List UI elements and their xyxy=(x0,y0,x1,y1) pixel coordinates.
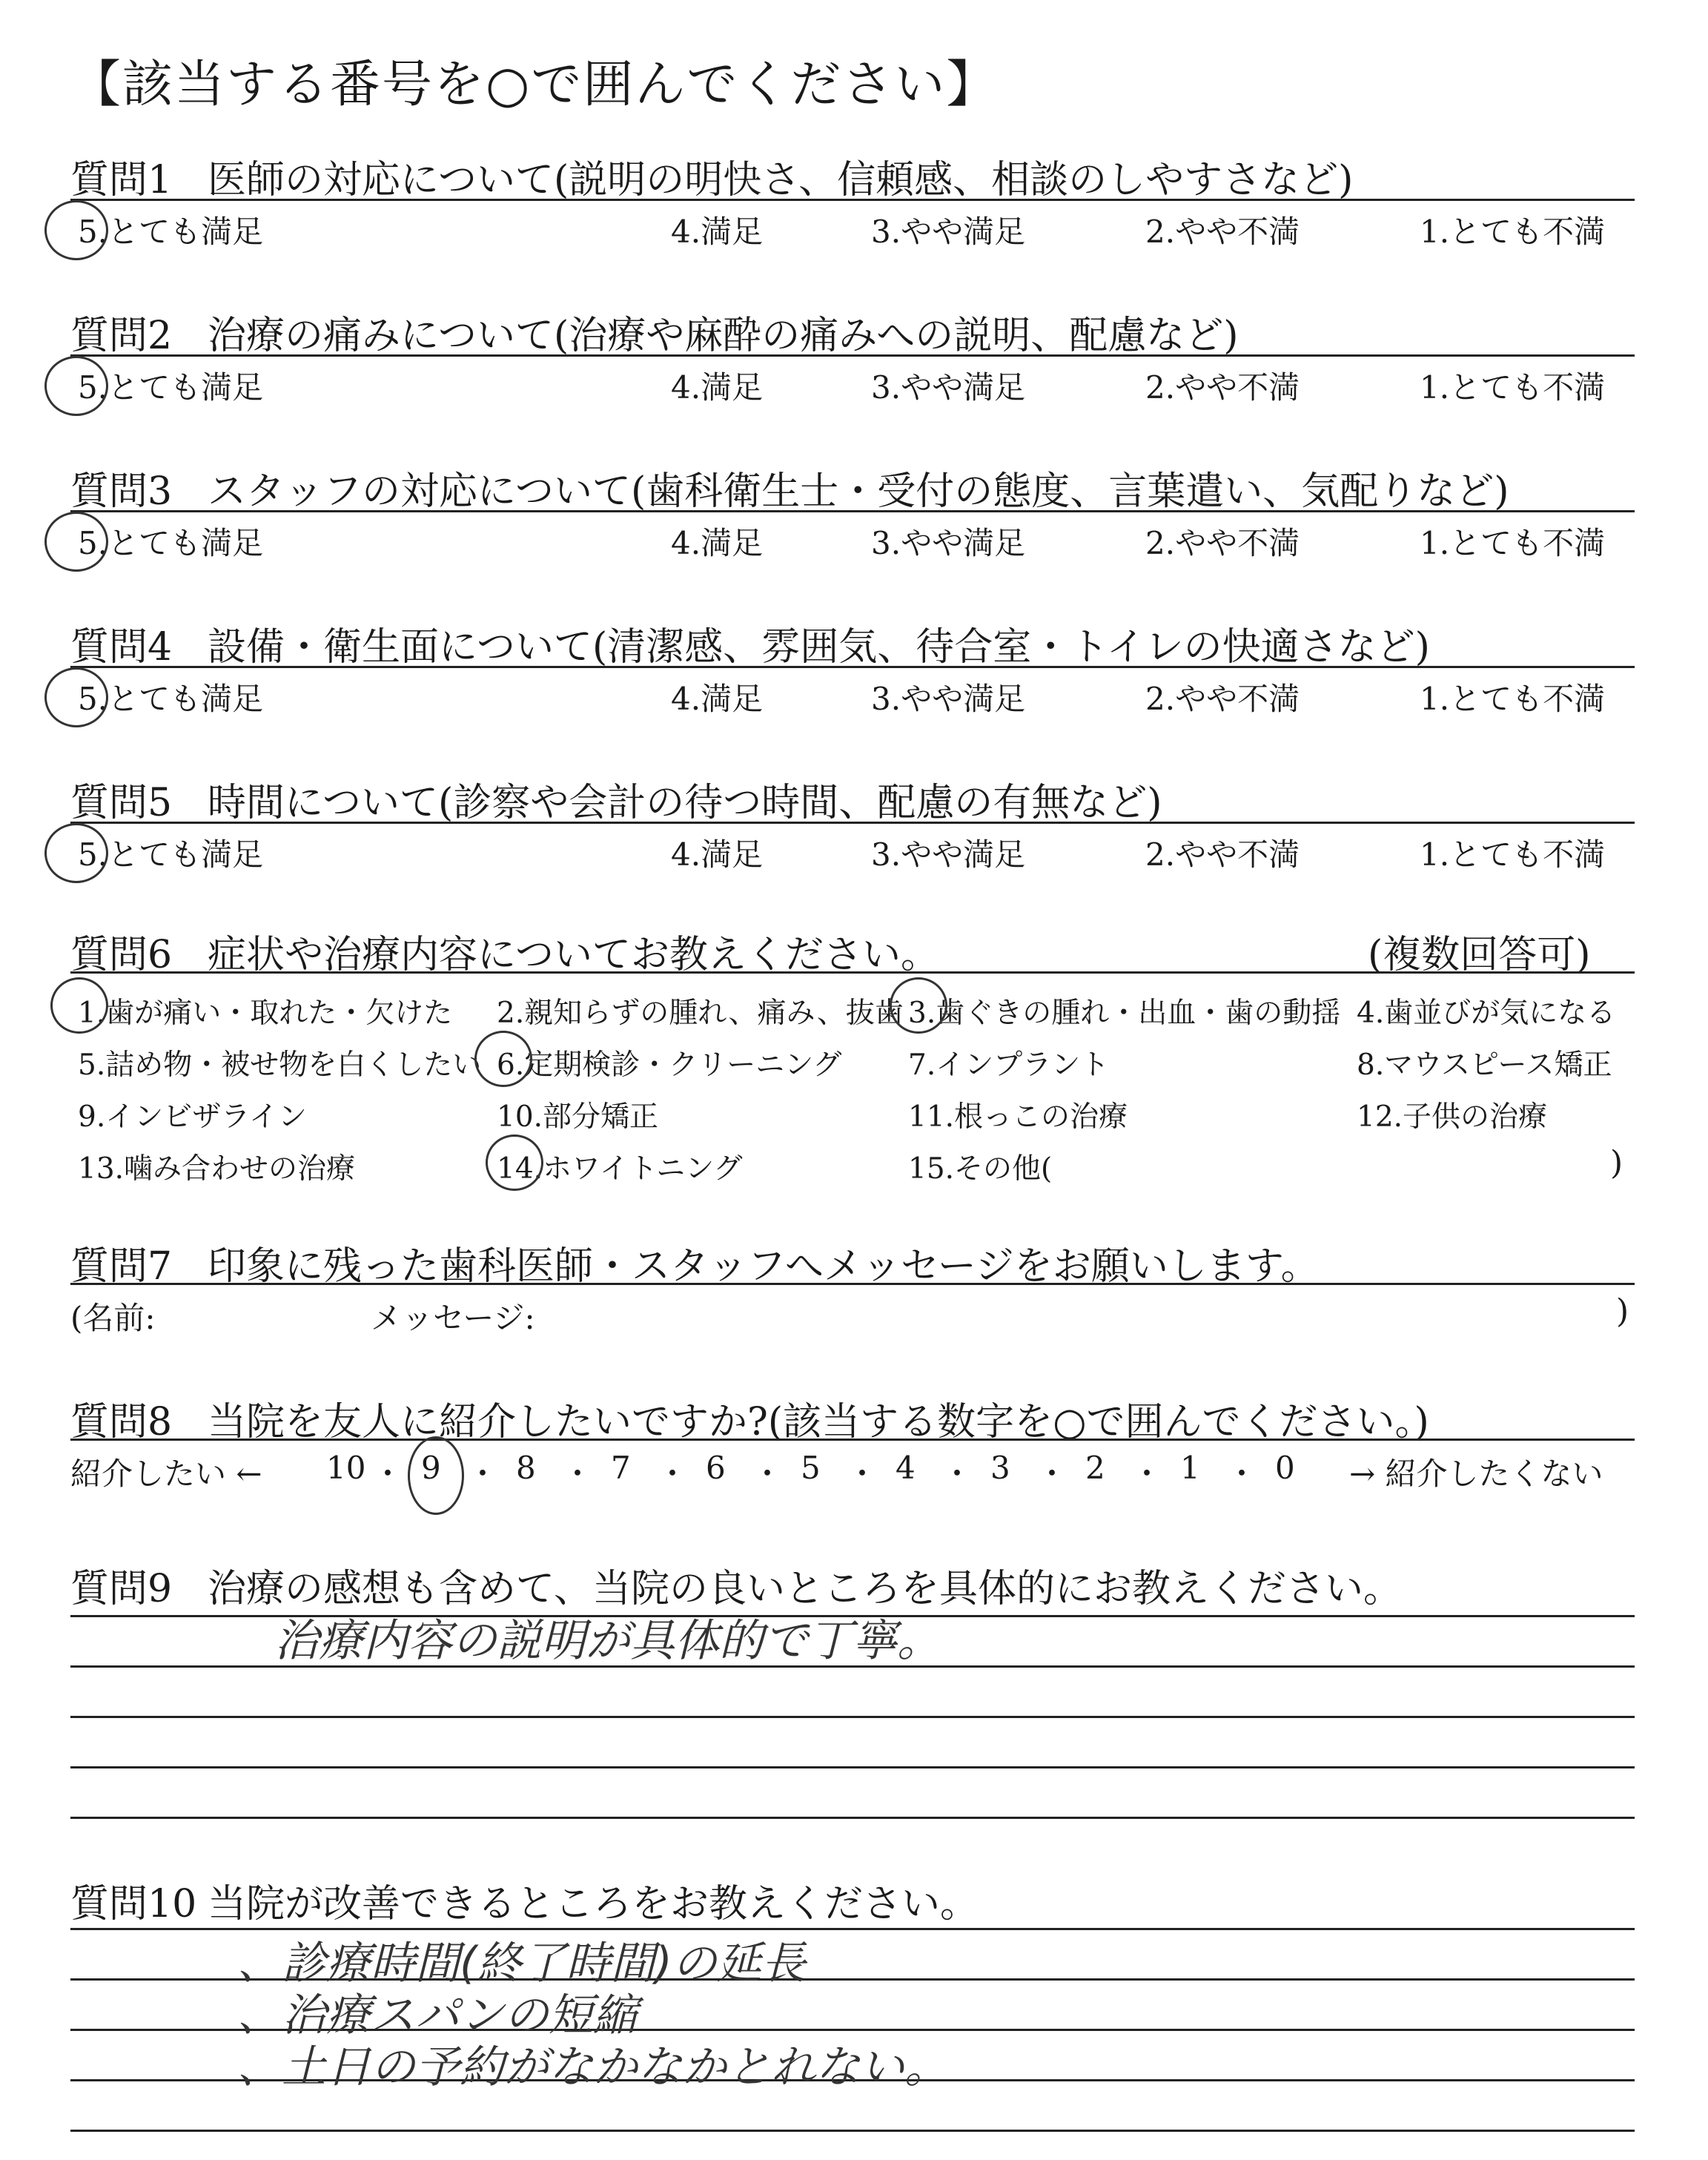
q8-scale-4[interactable]: 4 xyxy=(896,1450,916,1486)
rating-option-1[interactable]: 1.とても不満 xyxy=(1420,369,1606,406)
q6-text: 症状や治療内容についてお教えください。 xyxy=(208,933,939,977)
q4-rule xyxy=(70,666,1635,668)
q9-line-4 xyxy=(70,1766,1635,1768)
q6-selection-circle-14 xyxy=(486,1135,543,1191)
rating-option-1[interactable]: 1.とても不満 xyxy=(1420,525,1606,561)
q8-scale-separator: ・ xyxy=(372,1456,404,1492)
q9-title xyxy=(70,1557,1402,1613)
q8-scale-10[interactable]: 10 xyxy=(326,1450,366,1486)
q4-text: 設備・衛生面について(清潔感、雰囲気、待合室・トイレの快適さなど) xyxy=(208,625,1430,670)
q10-title xyxy=(70,1872,979,1928)
q2-text: 治療の痛みについて(治療や麻酔の痛みへの説明、配慮など) xyxy=(208,314,1239,358)
q6-rule xyxy=(70,971,1635,974)
q5-text: 時間について(診察や会計の待つ時間、配慮の有無など) xyxy=(208,781,1162,825)
q6-item-2[interactable]: 2.親知らずの腫れ、痛み、抜歯 xyxy=(497,997,904,1030)
rating-option-5[interactable]: 5.とても満足 xyxy=(78,525,264,561)
q8-scale-separator: ・ xyxy=(1036,1456,1068,1492)
page-title: 【該当する番号を○で囲んでください】 xyxy=(70,56,999,114)
q8-scale-2[interactable]: 2 xyxy=(1085,1450,1105,1486)
q8-left-label: 紹介したい ← xyxy=(70,1456,262,1492)
q9-line-3 xyxy=(70,1716,1635,1718)
q6-item-13[interactable]: 13.噛み合わせの治療 xyxy=(78,1152,356,1186)
q7-text: 印象に残った歯科医師・スタッフへメッセージをお願いします。 xyxy=(208,1244,1320,1289)
q10-text: 当院が改善できるところをお教えください。 xyxy=(208,1882,979,1926)
q7-rule xyxy=(70,1283,1635,1285)
q8-title xyxy=(70,1390,1429,1446)
q5-number: 質問5 xyxy=(70,781,173,825)
rating-option-5[interactable]: 5.とても満足 xyxy=(78,214,264,250)
q6-item-11[interactable]: 11.根っこの治療 xyxy=(908,1100,1128,1134)
q4-title xyxy=(70,615,1430,671)
rating-option-5[interactable]: 5.とても満足 xyxy=(78,836,264,873)
q7-close-paren: ) xyxy=(1616,1292,1629,1330)
q6-item-8[interactable]: 8.マウスピース矯正 xyxy=(1357,1048,1612,1082)
q6-item-12[interactable]: 12.子供の治療 xyxy=(1357,1100,1548,1134)
q8-scale-separator: ・ xyxy=(467,1456,499,1492)
q1-rule xyxy=(70,199,1635,201)
q6-item-4[interactable]: 4.歯並びが気になる xyxy=(1357,997,1616,1030)
q6-item-5[interactable]: 5.詰め物・被せ物を白くしたい xyxy=(78,1048,482,1082)
q1-selection-circle xyxy=(44,200,108,260)
q7-message-label: メッセージ: xyxy=(371,1300,535,1336)
q5-rule xyxy=(70,822,1635,824)
q8-scale-separator: ・ xyxy=(1131,1456,1163,1492)
q8-right-label: → 紹介したくない xyxy=(1349,1456,1603,1492)
q1-number: 質問1 xyxy=(70,158,173,202)
q10-answer-1: 、診療時間(終了時間)の延長 xyxy=(237,1938,806,1989)
q4-number: 質問4 xyxy=(70,625,173,670)
q8-scale-separator: ・ xyxy=(752,1456,784,1492)
rating-option-1[interactable]: 1.とても不満 xyxy=(1420,836,1606,873)
q8-scale-5[interactable]: 5 xyxy=(801,1450,821,1486)
q10-answer-2: 、治療スパンの短縮 xyxy=(237,1989,638,2041)
q3-selection-circle xyxy=(44,512,108,572)
q6-item-10[interactable]: 10.部分矯正 xyxy=(497,1100,659,1134)
q6-item-9[interactable]: 9.インビザライン xyxy=(78,1100,308,1134)
rating-option-4[interactable]: 4.満足 xyxy=(671,681,764,717)
q5-selection-circle xyxy=(44,823,108,883)
rating-option-3[interactable]: 3.やや満足 xyxy=(871,369,1026,406)
q7-name-label: (名前: xyxy=(70,1300,156,1336)
q8-scale-separator: ・ xyxy=(941,1456,973,1492)
q9-number: 質問9 xyxy=(70,1567,173,1611)
rating-option-1[interactable]: 1.とても不満 xyxy=(1420,214,1606,250)
rating-option-4[interactable]: 4.満足 xyxy=(671,214,764,250)
q2-title xyxy=(70,304,1239,360)
q8-scale-separator: ・ xyxy=(657,1456,689,1492)
q6-item-15[interactable]: 15.その他( xyxy=(908,1152,1053,1186)
q6-selection-circle-3 xyxy=(890,977,947,1034)
q3-number: 質問3 xyxy=(70,469,173,514)
q6-title xyxy=(70,923,939,979)
rating-option-3[interactable]: 3.やや満足 xyxy=(871,214,1026,250)
q6-item-1[interactable]: 1.歯が痛い・取れた・欠けた xyxy=(78,997,453,1030)
rating-option-2[interactable]: 2.やや不満 xyxy=(1145,525,1300,561)
q9-answer: 治療内容の説明が具体的で丁寧。 xyxy=(274,1615,941,1667)
rating-option-3[interactable]: 3.やや満足 xyxy=(871,681,1026,717)
q6-selection-circle-1 xyxy=(50,977,108,1034)
q8-scale-8[interactable]: 8 xyxy=(516,1450,536,1486)
q8-selection-circle xyxy=(408,1436,464,1515)
rating-option-5[interactable]: 5.とても満足 xyxy=(78,681,264,717)
q5-title xyxy=(70,771,1162,827)
q6-other-close-paren: ) xyxy=(1610,1144,1623,1182)
q6-selection-circle-6 xyxy=(474,1031,532,1087)
q6-item-6[interactable]: 6.定期検診・クリーニング xyxy=(497,1048,842,1082)
q8-scale-3[interactable]: 3 xyxy=(990,1450,1010,1486)
q9-line-5 xyxy=(70,1817,1635,1819)
rating-option-3[interactable]: 3.やや満足 xyxy=(871,836,1026,873)
rating-option-4[interactable]: 4.満足 xyxy=(671,836,764,873)
q7-title xyxy=(70,1235,1320,1290)
q6-number: 質問6 xyxy=(70,933,173,977)
q6-item-14[interactable]: 14.ホワイトニング xyxy=(497,1152,743,1186)
q3-rule xyxy=(70,510,1635,512)
rating-option-2[interactable]: 2.やや不満 xyxy=(1145,836,1300,873)
q2-number: 質問2 xyxy=(70,314,173,358)
q2-rule xyxy=(70,354,1635,357)
q9-text: 治療の感想も含めて、当院の良いところを具体的にお教えください。 xyxy=(208,1567,1402,1611)
q8-scale-0[interactable]: 0 xyxy=(1275,1450,1295,1486)
rating-option-4[interactable]: 4.満足 xyxy=(671,525,764,561)
rating-option-3[interactable]: 3.やや満足 xyxy=(871,525,1026,561)
q10-line-5 xyxy=(70,2130,1635,2132)
q8-scale-1[interactable]: 1 xyxy=(1180,1450,1200,1486)
q8-scale-separator: ・ xyxy=(562,1456,594,1492)
rating-option-1[interactable]: 1.とても不満 xyxy=(1420,681,1606,717)
q10-number: 質問10 xyxy=(70,1882,197,1926)
q4-selection-circle xyxy=(44,667,108,727)
rating-option-5[interactable]: 5.とても満足 xyxy=(78,369,264,406)
rating-option-2[interactable]: 2.やや不満 xyxy=(1145,681,1300,717)
q8-text: 当院を友人に紹介したいですか?(該当する数字を○で囲んでください。) xyxy=(208,1400,1429,1444)
q6-item-7[interactable]: 7.インプラント xyxy=(908,1048,1110,1082)
q3-title xyxy=(70,460,1509,515)
rating-option-2[interactable]: 2.やや不満 xyxy=(1145,214,1300,250)
q1-title xyxy=(70,148,1353,204)
q3-text: スタッフの対応について(歯科衛生士・受付の態度、言葉遣い、気配りなど) xyxy=(208,469,1509,514)
q10-answer-3: 、土日の予約がなかなかとれない。 xyxy=(237,2041,949,2093)
q8-scale-7[interactable]: 7 xyxy=(611,1450,631,1486)
q8-scale-separator: ・ xyxy=(1226,1456,1258,1492)
q8-scale-6[interactable]: 6 xyxy=(706,1450,726,1486)
q6-note: (複数回答可) xyxy=(1368,933,1591,977)
q1-text: 医師の対応について(説明の明快さ、信頼感、相談のしやすさなど) xyxy=(208,158,1354,202)
q8-number: 質問8 xyxy=(70,1400,173,1444)
q2-selection-circle xyxy=(44,356,108,416)
rating-option-2[interactable]: 2.やや不満 xyxy=(1145,369,1300,406)
q6-item-3[interactable]: 3.歯ぐきの腫れ・出血・歯の動揺 xyxy=(908,997,1341,1030)
rating-option-4[interactable]: 4.満足 xyxy=(671,369,764,406)
q8-rule xyxy=(70,1439,1635,1441)
q7-number: 質問7 xyxy=(70,1244,173,1289)
q8-scale-separator: ・ xyxy=(847,1456,878,1492)
q8-scale-9[interactable]: 9 xyxy=(421,1450,441,1486)
